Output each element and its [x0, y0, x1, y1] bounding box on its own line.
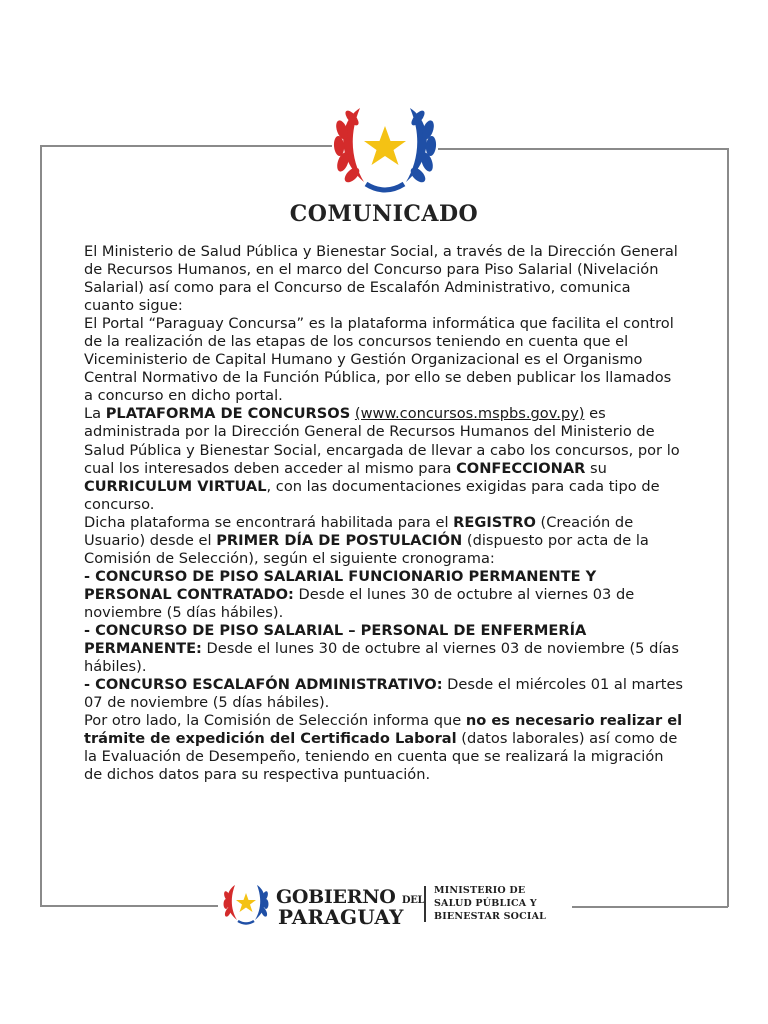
- gobierno-text: GOBIERNO DEL: [276, 886, 425, 908]
- paragraph-portal: El Portal “Paraguay Concursa” es la plataforma informática que facilita el control de la realización de las etapas de los concursos teniendo en cuenta que el Viceministerio de Capital Humano y Gestión Organizacional es el Organismo Central Normativo de la Función Pública, por ello se deben publicar los llamados a concurso en dicho portal.: [84, 315, 674, 405]
- frame-top-left: [40, 145, 332, 147]
- ministerio-line-1: MINISTERIO DE: [434, 885, 526, 896]
- frame-bottom-right: [572, 906, 728, 908]
- frame-bottom-left: [40, 905, 218, 907]
- schedule-item-1: - CONCURSO DE PISO SALARIAL FUNCIONARIO PERMANENTE Y PERSONAL CONTRATADO: Desde el lunes 30 de octubre al viernes 03 de noviembre (5 días hábiles).: [84, 567, 635, 621]
- frame-left: [40, 145, 42, 906]
- paraguay-seal-icon: [330, 100, 440, 196]
- paraguay-text: PARAGUAY: [278, 905, 404, 929]
- footer-seal-icon: [222, 882, 270, 926]
- paragraph-platform: La PLATAFORMA DE CONCURSOS (www.concursos.mspbs.gov.py) es administrada por la Dirección General de Recursos Humanos del Ministerio de Salud Pública y Bienestar Social, encargada de llevar a cabo los concursos, por lo cual los interesados deben acceder al mismo para CONFECCIONAR su CURRICULUM VIRTUAL, con las documentaciones exigidas para cada tipo de concurso.: [84, 405, 680, 513]
- paragraph-schedule: Dicha plataforma se encontrará habilitada para el REGISTRO (Creación de Usuario) desde el PRIMER DÍA DE POSTULACIÓN (dispuesto por acta de la Comisión de Selección), según el siguiente cronograma:: [84, 513, 649, 567]
- frame-right: [727, 148, 729, 907]
- schedule-item-2: - CONCURSO DE PISO SALARIAL – PERSONAL DE ENFERMERÍA PERMANENTE: Desde el lunes 30 de octubre al viernes 03 de noviembre (5 días hábiles).: [84, 621, 679, 676]
- frame-top-right: [438, 148, 728, 150]
- footer-divider: [424, 886, 426, 922]
- footer-logo: [222, 880, 582, 930]
- page-title: COMUNICADO: [289, 201, 479, 227]
- platform-link[interactable]: (www.concursos.mspbs.gov.py): [354, 405, 585, 423]
- ministerio-line-2: SALUD PÚBLICA Y: [434, 898, 537, 909]
- paragraph-intro: El Ministerio de Salud Pública y Bienestar Social, a través de la Dirección General de Recursos Humanos, en el marco del Concurso para Piso Salarial (Nivelación Salarial) así como para el Concurso de Escalafón Administrativo, comunica cuanto sigue:: [84, 243, 678, 315]
- communique-body: [84, 243, 684, 784]
- paragraph-closing: Por otro lado, la Comisión de Selección informa que no es necesario realizar el trámite de expedición del Certificado Laboral (datos laborales) así como de la Evaluación de Desempeño, teniendo en cuenta que se realizará la migración de dichos datos para su respectiva puntuación.: [84, 712, 683, 784]
- schedule-item-3: - CONCURSO ESCALAFÓN ADMINISTRATIVO: Desde el miércoles 01 al martes 07 de noviembre (5 días hábiles).: [84, 676, 684, 712]
- ministerio-line-3: BIENESTAR SOCIAL: [434, 911, 547, 922]
